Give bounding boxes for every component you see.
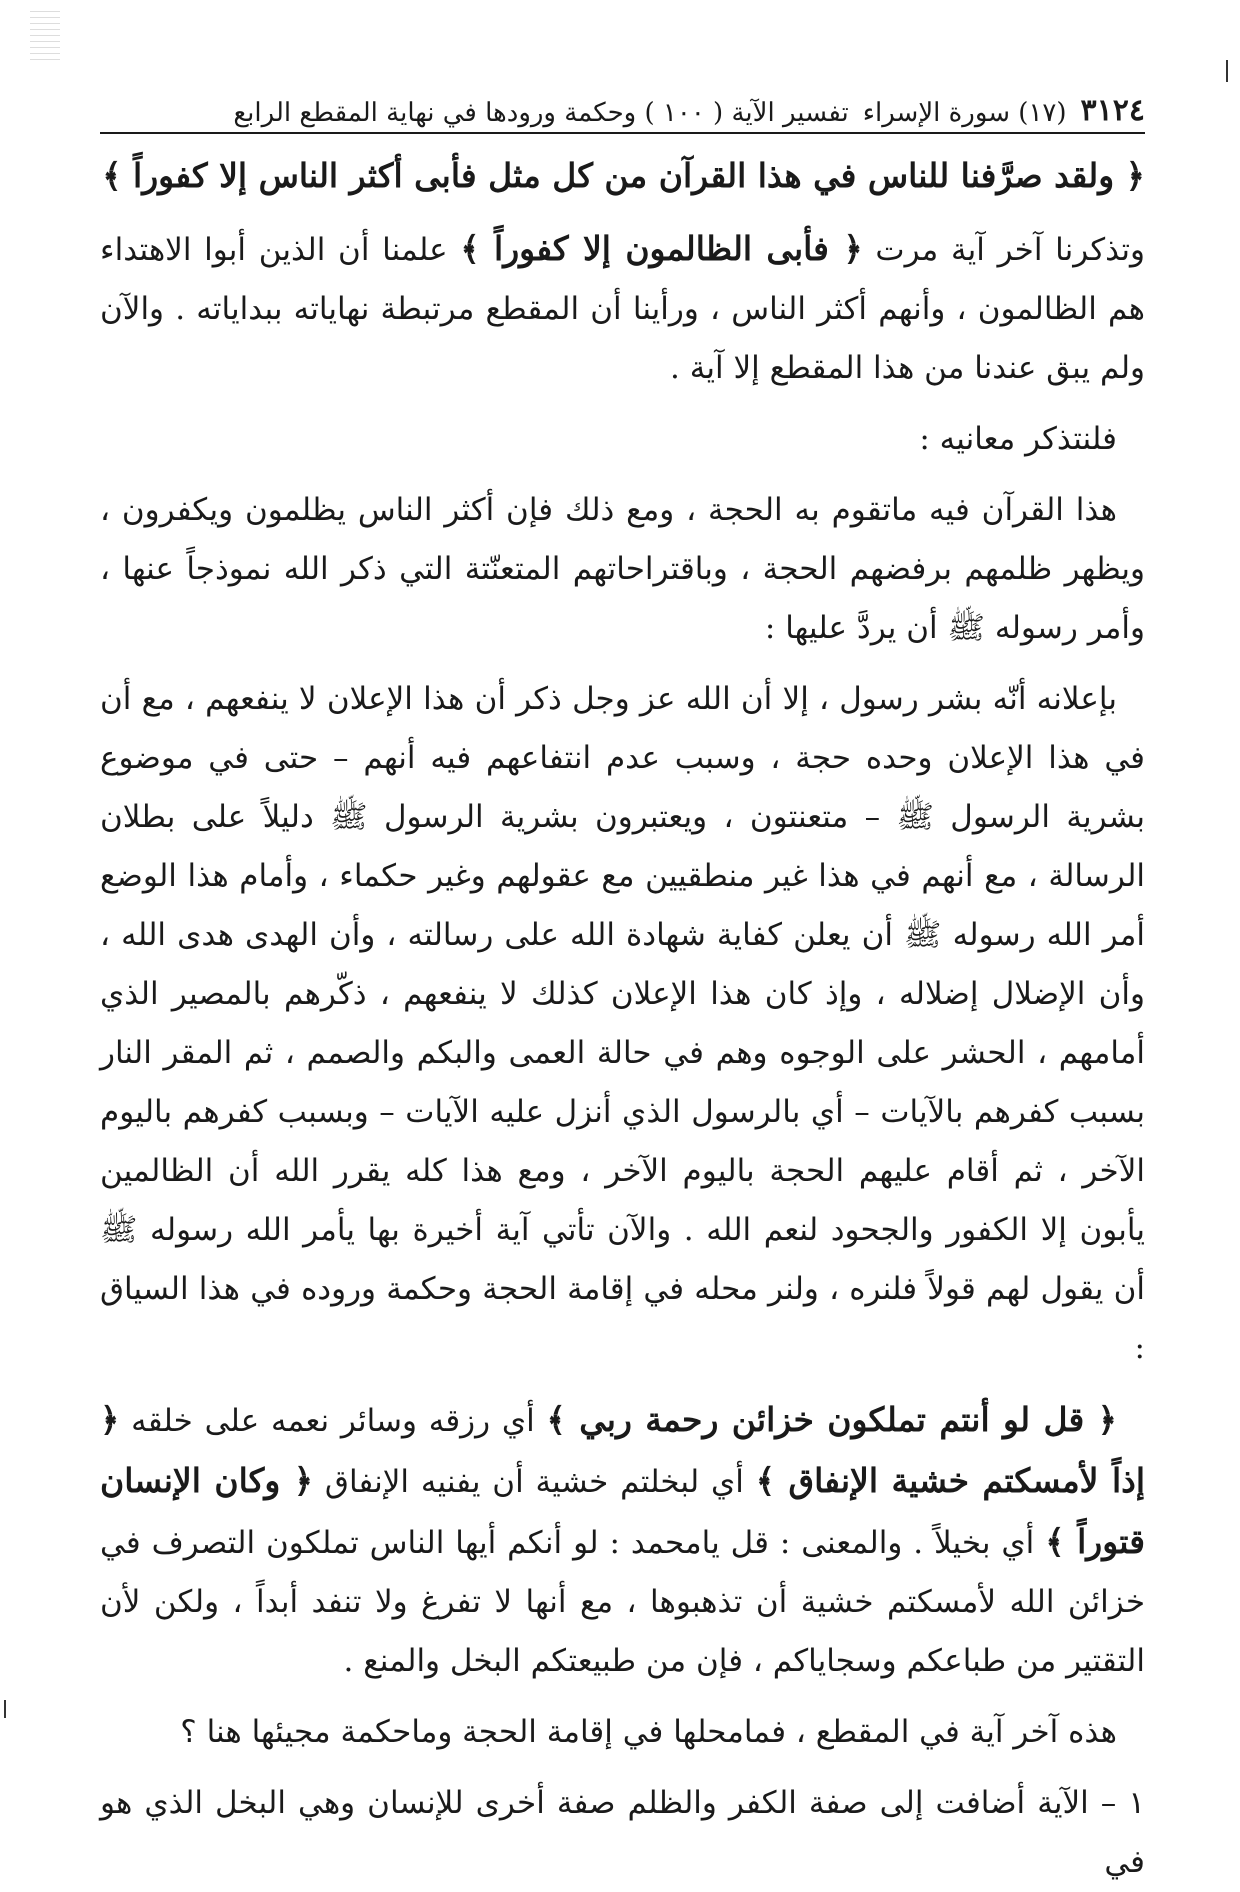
verse-paragraph xyxy=(100,146,1145,207)
book-page xyxy=(100,88,1145,1880)
text-run: وتذكرنا آخر آية مرت xyxy=(862,232,1145,268)
paragraph: فلنتذكر معانيه : xyxy=(919,421,1117,457)
verse-text: ﴿ قل لو أنتم تملكون خزائن رحمة ربي ﴾ xyxy=(546,1400,1118,1439)
paragraph xyxy=(100,219,1145,398)
body-text xyxy=(100,146,1145,1892)
verse-text: ﴿ ولقد صرَّفنا للناس في هذا القرآن من كل مثل فأبى أكثر الناس إلا كفوراً ﴾ xyxy=(102,156,1145,195)
scan-artifact xyxy=(30,10,60,60)
text-run: علمنا أن الذين أبوا الاهتداء هم الظالمون ، وأنهم أكثر الناس ، ورأينا أن المقطع مرتبطة نهاياته ببداياته . والآن ولم يبق عندنا من هذا المقطع إلا آية . xyxy=(100,232,1145,386)
text-run: أي بخيلاً . والمعنى : قل يامحمد : لو أنكم أيها الناس تملكون التصرف في خزائن الله لأمسكتم خشية أن تذهبوها ، مع أنها لا تفرغ ولا تنفد أبداً ، ولكن لأن التقتير من طباعكم وسجاياكم ، فإن من طبيعتكم البخل والمنع . xyxy=(100,1525,1145,1679)
edge-mark-left xyxy=(4,1700,6,1718)
running-header xyxy=(100,88,1145,134)
text-run: أي لبخلتم خشية أن يفنيه الإنفاق xyxy=(313,1464,756,1500)
verse-text: ﴿ فأبى الظالمون إلا كفوراً ﴾ xyxy=(460,229,863,268)
paragraph xyxy=(100,1390,1145,1691)
page-number: ٣١٢٤ xyxy=(1080,93,1145,128)
numbered-paragraph: ١ – الآية أضافت إلى صفة الكفر والظلم صفة أخرى للإنسان وهي البخل الذي هو في xyxy=(100,1785,1145,1880)
paragraph: هذه آخر آية في المقطع ، فمامحلها في إقامة الحجة وماحكمة مجيئها هنا ؟ xyxy=(180,1714,1117,1750)
text-run: أي رزقه وسائر نعمه على خلقه xyxy=(119,1403,547,1439)
verse-text: ﴿ إذاً لأمسكتم خشية الإنفاق ﴾ xyxy=(100,1400,1145,1500)
surah-label: (١٧) سورة الإسراء xyxy=(862,98,1067,128)
verse-text: ﴿ وكان الإنسان قتوراً ﴾ xyxy=(100,1461,1145,1561)
paragraph: بإعلانه أنّه بشر رسول ، إلا أن الله عز وجل ذكر أن هذا الإعلان لا ينفعهم ، مع أن في هذا الإعلان وحده حجة ، وسبب عدم انتفاعهم فيه أنهم – حتى في موضوع بشرية الرسول ﷺ – متعنتون ، ويعتبرون بشرية الرسول ﷺ دليلاً على بطلان الرسالة ، مع أنهم في هذا غير منطقيين مع عقولهم وغير حكماء ، وأمام هذا الوضع أمر الله رسوله ﷺ أن يعلن كفاية شهادة الله على رسالته ، وأن الهدى هدى الله ، وأن الإضلال إضلاله ، وإذ كان هذا الإعلان كذلك لا ينفعهم ، ذكّرهم بالمصير الذي أمامهم ، الحشر على الوجوه وهم في حالة العمى والبكم والصمم ، ثم المقر النار بسبب كفرهم بالآيات – أي بالرسول الذي أنزل عليه الآيات – وبسبب كفرهم باليوم الآخر ، ثم أقام عليهم الحجة باليوم الآخر ، ومع هذا كله يقرر الله أن الظالمين يأبون إلا الكفور والجحود لنعم الله . والآن تأتي آية أخيرة بها يأمر الله رسوله ﷺ أن يقول لهم قولاً فلنره ، ولنر محله في إقامة الحجة وحكمة وروده في هذا السياق : xyxy=(100,681,1145,1366)
edge-mark-right xyxy=(1226,60,1228,82)
paragraph: هذا القرآن فيه ماتقوم به الحجة ، ومع ذلك فإن أكثر الناس يظلمون ويكفرون ، ويظهر ظلمهم برفضهم الحجة ، وباقتراحاتهم المتعنّتة التي ذكر الله نموذجاً عنها ، وأمر رسوله ﷺ أن يردَّ عليها : xyxy=(100,492,1145,646)
section-title: تفسير الآية ( ١٠٠ ) وحكمة ورودها في نهاية المقطع الرابع xyxy=(233,98,849,128)
